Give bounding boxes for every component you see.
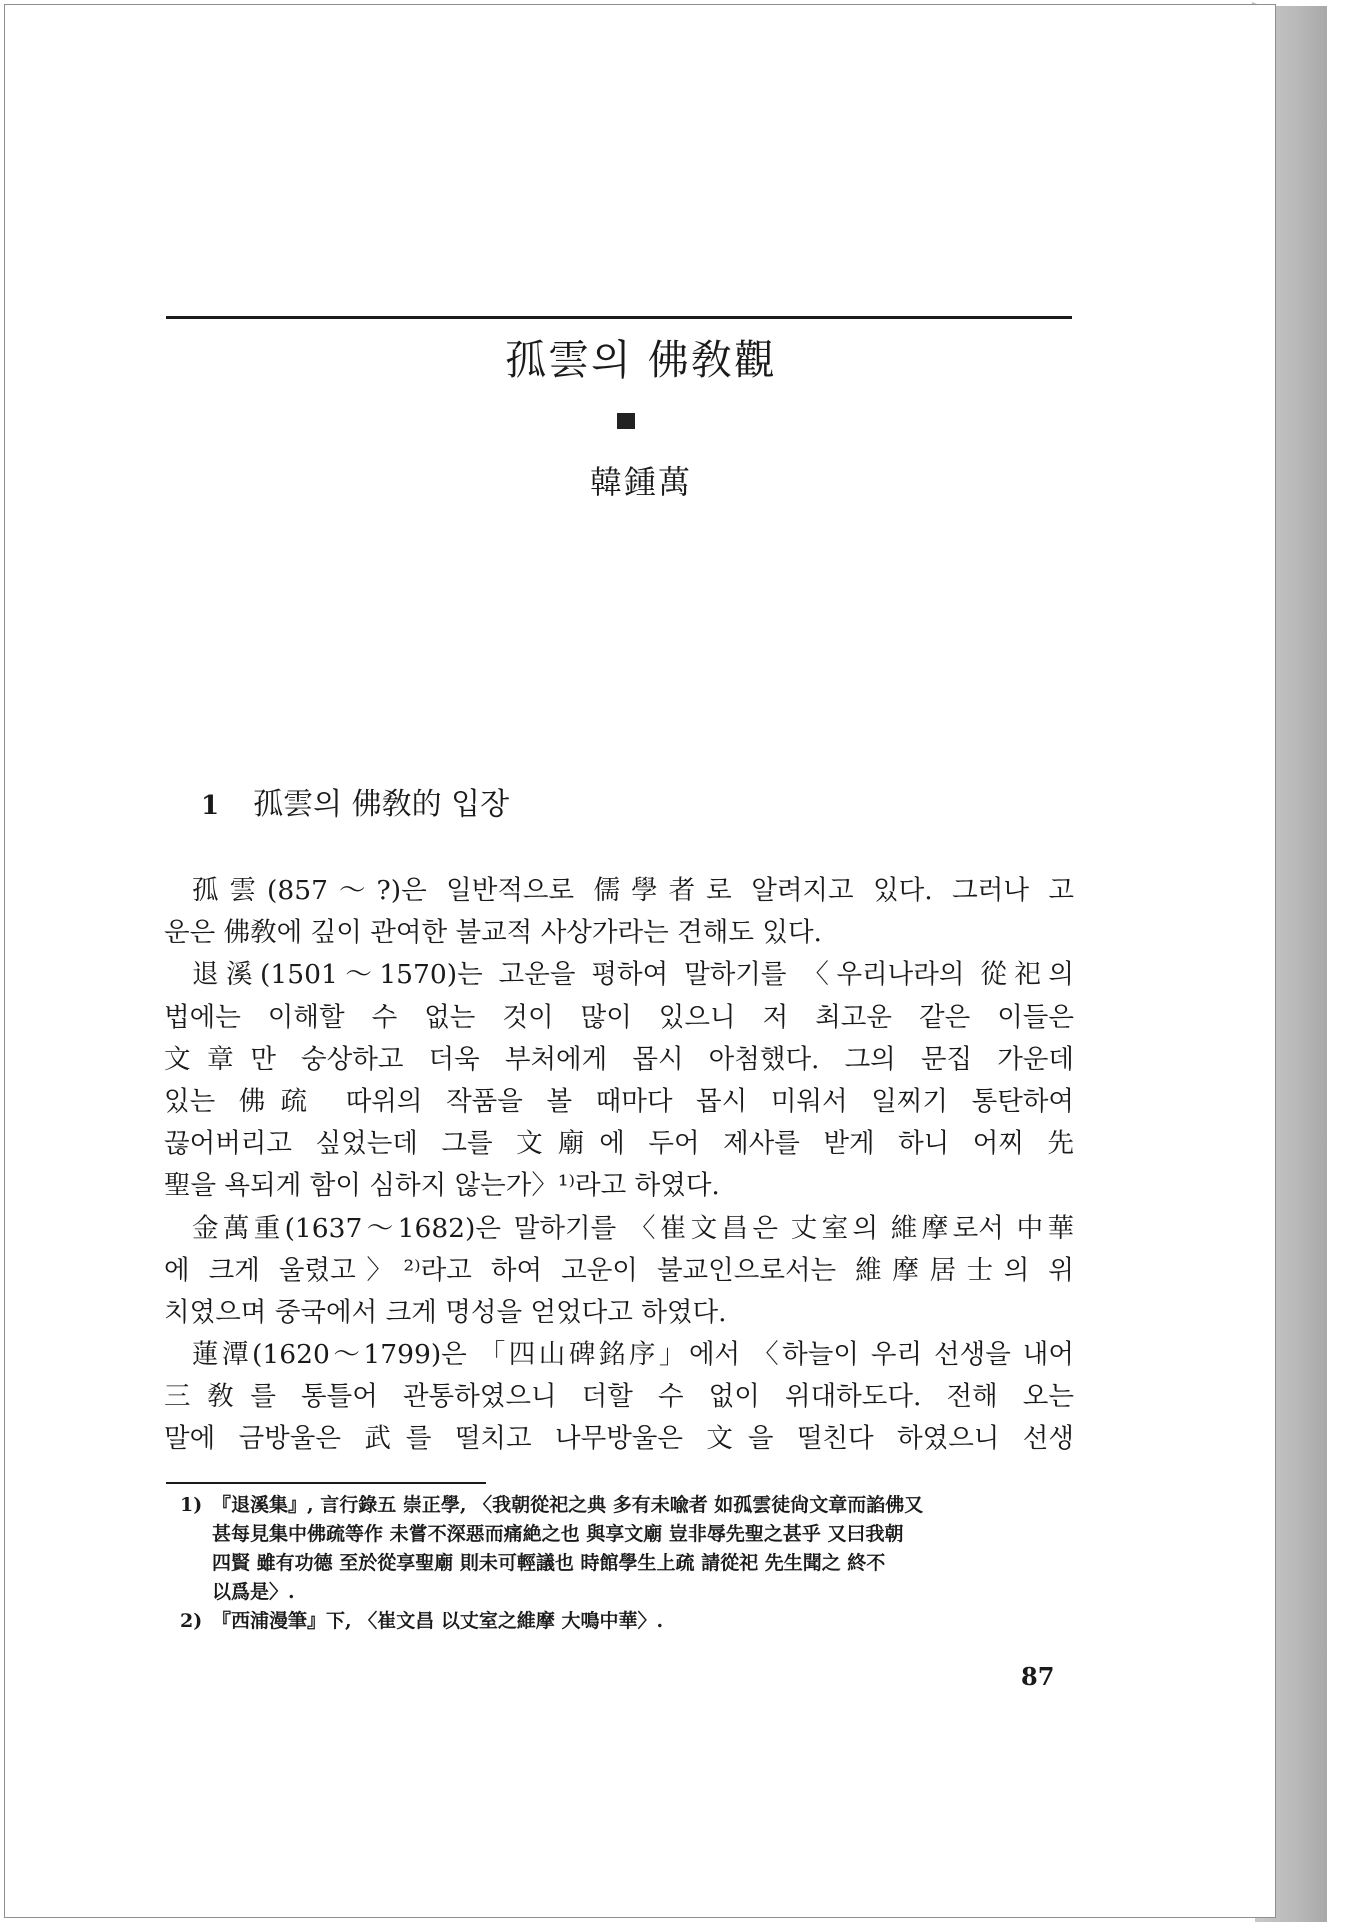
author-name: 韓鍾萬 [589, 463, 692, 501]
footnote-line: 以爲是〉. [212, 1581, 295, 1603]
body-line: 退溪(1501～1570)는 고운을 평하여 말하기를 〈우리나라의 從祀의 [192, 959, 1074, 991]
book-page [4, 4, 1276, 1918]
footnote-number: 1) [180, 1494, 203, 1516]
body-line: 법에는 이해할 수 없는 것이 많이 있으니 저 최고운 같은 이들은 [164, 1001, 1074, 1033]
body-line: 끊어버리고 싶었는데 그를 文廟에 두어 제사를 받게 하니 어찌 先 [164, 1128, 1074, 1160]
section-heading [201, 779, 509, 823]
footnote-line: 甚每見集中佛疏等作 未嘗不深惡而痛絶之也 與享文廟 豈非辱先聖之甚乎 又曰我朝 [212, 1523, 904, 1545]
body-line: 蓮潭(1620～1799)은 「四山碑銘序」에서 〈하늘이 우리 선생을 내어 [192, 1339, 1074, 1371]
body-line: 운은 佛敎에 깊이 관여한 불교적 사상가라는 견해도 있다. [164, 917, 822, 949]
section-number: 1 [201, 791, 220, 821]
footnotes [166, 1491, 1074, 1636]
body-line: 三敎를 통틀어 관통하였으니 더할 수 없이 위대하도다. 전해 오는 [164, 1381, 1074, 1413]
title-rule [166, 316, 1072, 319]
body-line: 金萬重(1637～1682)은 말하기를 〈崔文昌은 丈室의 維摩로서 中華 [192, 1212, 1074, 1244]
page-title: 孤雲의 佛敎觀 [505, 336, 777, 384]
footnote-line: 『退溪集』, 言行錄五 崇正學, 〈我朝從祀之典 多有未喩者 如孤雲徒尙文章而諂佛又 [212, 1494, 924, 1516]
page-number: 87 [1021, 1662, 1055, 1691]
footnote-number: 2) [180, 1610, 203, 1632]
section-title: 孤雲의 佛敎的 입장 [253, 787, 510, 822]
body-text [164, 870, 1074, 1461]
footnote [166, 1491, 1074, 1607]
body-line: 있는 佛疏 따위의 작품을 볼 때마다 몹시 미워서 일찌기 통탄하여 [164, 1085, 1074, 1117]
footnote [166, 1607, 1074, 1636]
footnote-line: 『西浦漫筆』下, 〈崔文昌 以丈室之維摩 大鳴中華〉. [212, 1610, 664, 1632]
body-line: 文章만 숭상하고 더욱 부처에게 몹시 아첨했다. 그의 문집 가운데 [164, 1043, 1074, 1075]
body-line: 聖을 욕되게 함이 심하지 않는가〉¹⁾라고 하였다. [164, 1170, 720, 1202]
body-line: 孤雲(857～?)은 일반적으로 儒學者로 알려지고 있다. 그러나 고 [192, 875, 1074, 906]
body-line: 치였으며 중국에서 크게 명성을 얻었다고 하였다. [164, 1296, 727, 1328]
footnote-line: 四賢 雖有功德 至於從享聖廟 則未可輕議也 時館學生上疏 請從祀 先生聞之 終不 [212, 1552, 886, 1574]
body-line: 말에 금방울은 武를 떨치고 나무방울은 文을 떨친다 하였으니 선생 [164, 1423, 1074, 1455]
body-line: 에 크게 울렸고〉²⁾라고 하여 고운이 불교인으로서는 維摩居士의 위 [164, 1254, 1074, 1286]
ornament-square-icon [617, 413, 635, 429]
footnote-rule [166, 1482, 486, 1484]
